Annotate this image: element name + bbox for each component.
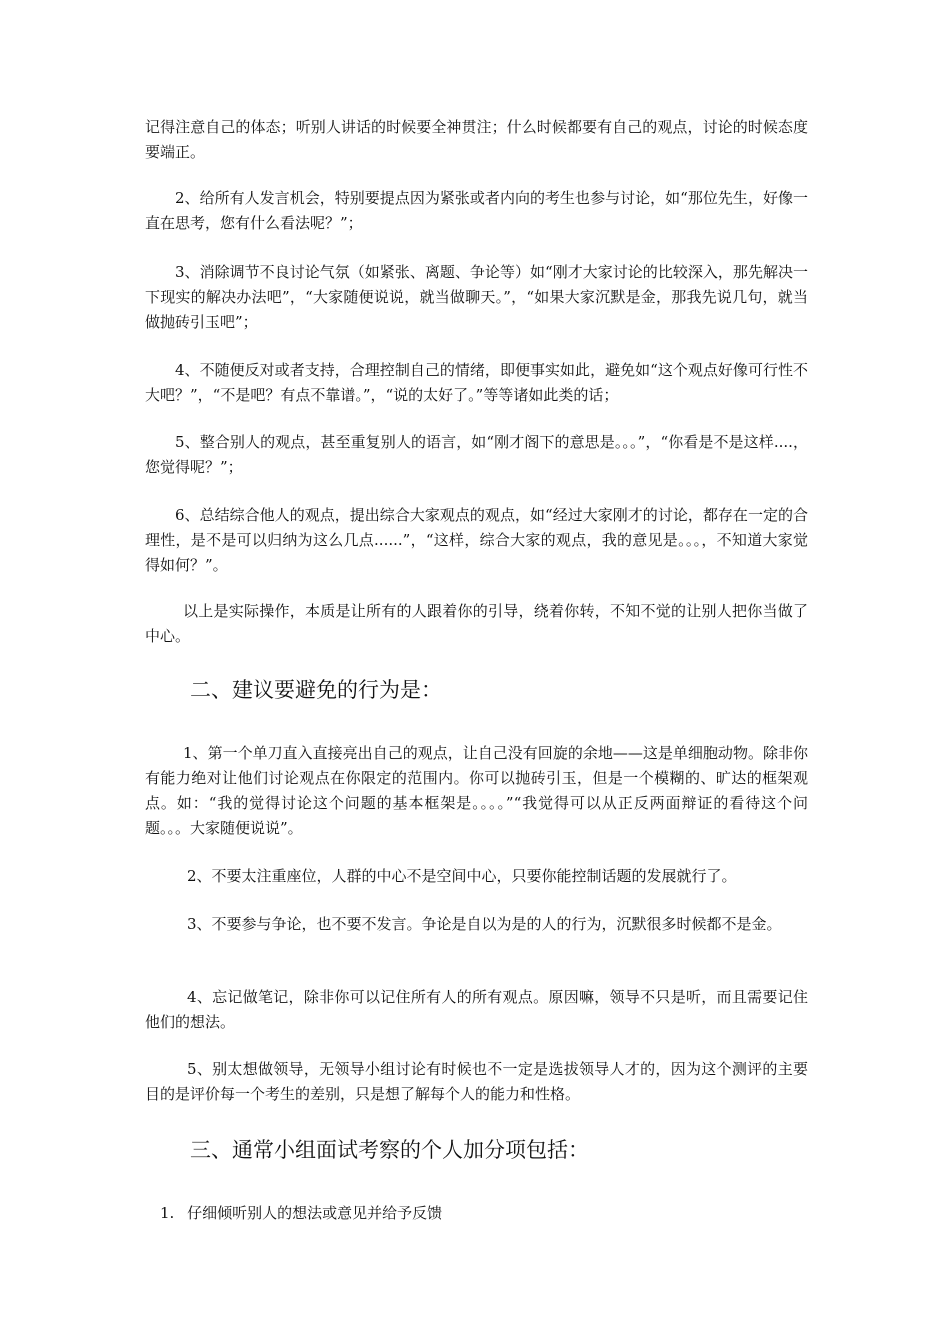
section-3-heading: 三、通常小组面试考察的个人加分项包括： [190, 1138, 589, 1162]
paragraph-item-4: 4、不随便反对或者支持，合理控制自己的情绪，即便事实如此，避免如“这个观点好像可行性不大吧？”，“不是吧？有点不靠谱。”，“说的太好了。”等等诸如此类的话； [145, 361, 808, 404]
list-item-text: 仔细倾听别人的想法或意见并给予反馈 [187, 1204, 443, 1222]
list-item [160, 1201, 442, 1225]
avoid-item-5: 5、别太想做领导，无领导小组讨论有时候也不一定是选拔领导人才的，因为这个测评的主要目的是评价每一个考生的差别，只是想了解每个人的能力和性格。 [145, 1060, 808, 1103]
paragraph-summary: 以上是实际操作，本质是让所有的人跟着你的引导，绕着你转，不知不觉的让别人把你当做了中心。 [145, 602, 808, 645]
paragraph-item-6: 6、总结综合他人的观点，提出综合大家观点的观点，如“经过大家刚才的讨论，都存在一定的合理性，是不是可以归纳为这么几点......”，“这样，综合大家的观点，我的意见是。。。，不知道大家觉得如何？”。 [145, 506, 808, 574]
avoid-item-4: 4、忘记做笔记，除非你可以记住所有人的所有观点。原因嘛，领导不只是听，而且需要记住他们的想法。 [145, 988, 808, 1031]
paragraph-item-2: 2、给所有人发言机会，特别要提点因为紧张或者内向的考生也参与讨论，如“那位先生，好像一直在思考，您有什么看法呢？”； [145, 189, 808, 232]
avoid-item-2: 2、不要太注重座位，人群的中心不是空间中心，只要你能控制话题的发展就行了。 [187, 867, 737, 885]
section-2-heading: 二、建议要避免的行为是： [190, 678, 442, 702]
avoid-item-1: 1、第一个单刀直入直接亮出自己的观点，让自己没有回旋的余地——这是单细胞动物。除非你有能力绝对让他们讨论观点在你限定的范围内。你可以抛砖引玉，但是一个模糊的、旷达的框架观点。如：“我的觉得讨论这个问题的基本框架是。。。。”“我觉得可以从正反两面辩证的看待这个问题。。。大家随便说说”。 [145, 744, 808, 837]
paragraph-item-5: 5、整合别人的观点，甚至重复别人的语言，如“刚才阁下的意思是。。。”，“你看是不是这样....，您觉得呢？”； [145, 433, 808, 476]
list-item-number: 1. [160, 1204, 175, 1222]
avoid-item-3: 3、不要参与争论，也不要不发言。争论是自以为是的人的行为，沉默很多时候都不是金。 [187, 915, 782, 933]
paragraph-item-3: 3、消除调节不良讨论气氛（如紧张、离题、争论等）如“刚才大家讨论的比较深入，那先解决一下现实的解决办法吧”，“大家随便说说，就当做聊天。”，“如果大家沉默是金，那我先说几句，就当做抛砖引玉吧”； [145, 263, 808, 331]
paragraph-continuation: 记得注意自己的体态；听别人讲话的时候要全神贯注；什么时候都要有自己的观点，讨论的时候态度要端正。 [145, 118, 808, 161]
